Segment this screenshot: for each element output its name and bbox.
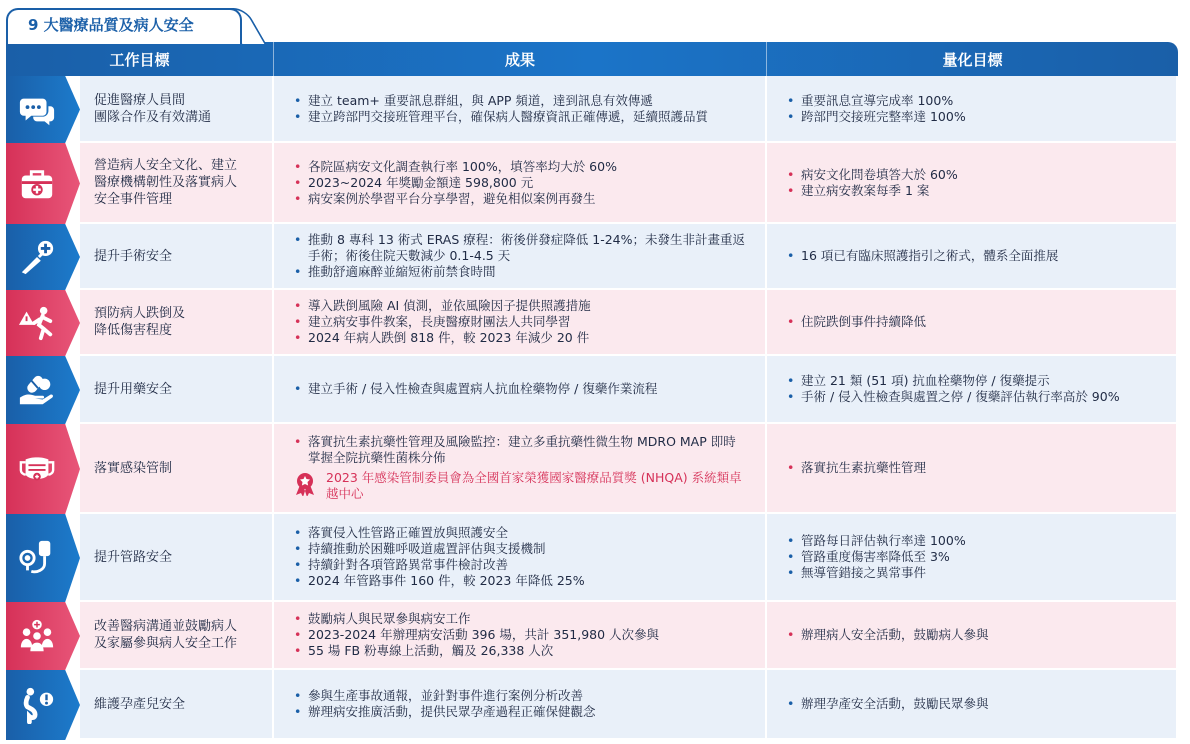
goal-cell — [80, 76, 274, 143]
row-icon-box — [6, 224, 80, 290]
row-icon-box — [6, 514, 80, 602]
target-cell — [767, 356, 1178, 424]
goal-cell — [80, 356, 274, 424]
goal-text: 維護孕產兒安全 — [94, 696, 186, 712]
table-row — [6, 424, 1178, 514]
result-item: • 持續推動於困難呼吸道處置評估與支援機制 — [294, 541, 747, 557]
target-item: • 跨部門交接班完整率達 100% — [787, 109, 1160, 125]
goal-cell — [80, 143, 274, 224]
result-cell — [274, 224, 767, 290]
target-cell — [767, 514, 1178, 602]
result-cell — [274, 424, 767, 514]
result-cell — [274, 290, 767, 356]
result-cell — [274, 356, 767, 424]
goal-cell — [80, 670, 274, 740]
result-cell — [274, 514, 767, 602]
award-text: 2023 年感染管制委員會為全國首家榮獲國家醫療品質獎 (NHQA) 系統類卓越中心 — [326, 470, 742, 501]
goal-text: 促進醫療人員間 — [94, 92, 186, 108]
result-item: • 參與生產事故通報，並針對事件進行案例分析改善 — [294, 688, 747, 704]
result-item: • 推動 8 專科 13 術式 ERAS 療程：術後併發症降低 1-24%；未發生非計畫重返手術；術後住院天數減少 0.1-4.5 天 — [294, 232, 747, 264]
row-icon-box — [6, 356, 80, 424]
header-goal: 工作目標 — [6, 42, 274, 76]
face-mask-icon — [18, 450, 56, 488]
fall-warning-icon — [18, 304, 56, 342]
result-item: • 2023~2024 年獎勵金額達 598,800 元 — [294, 175, 747, 191]
medication-hand-icon — [18, 371, 56, 409]
goal-cell — [80, 424, 274, 514]
target-item: • 無導管錯接之異常事件 — [787, 565, 1160, 581]
goal-text: 降低傷害程度 — [94, 323, 173, 338]
target-cell — [767, 670, 1178, 740]
target-cell — [767, 602, 1178, 670]
result-item: • 2024 年病人跌倒 818 件，較 2023 年減少 20 件 — [294, 330, 747, 346]
target-cell — [767, 424, 1178, 514]
target-item: • 建立病安教案每季 1 案 — [787, 183, 1160, 199]
target-item: • 16 項已有臨床照護指引之術式，體系全面推展 — [787, 248, 1160, 264]
goal-text: 預防病人跌倒及 — [94, 306, 186, 321]
result-cell — [274, 76, 767, 143]
row-icon-box — [6, 143, 80, 224]
table-row — [6, 143, 1178, 224]
result-item: • 55 場 FB 粉專線上活動，觸及 26,338 人次 — [294, 643, 747, 659]
target-cell — [767, 143, 1178, 224]
goal-text: 提升用藥安全 — [94, 381, 173, 397]
patient-family-icon — [18, 617, 56, 655]
stethoscope-iv-icon — [18, 539, 56, 577]
result-item: • 辦理病安推廣活動，提供民眾孕產過程正確保健觀念 — [294, 704, 747, 720]
goal-cell — [80, 290, 274, 356]
result-item: • 病安案例於學習平台分享學習，避免相似案例再發生 — [294, 191, 747, 207]
pregnant-woman-icon — [18, 686, 56, 724]
result-cell — [274, 670, 767, 740]
table-row — [6, 356, 1178, 424]
result-item: • 建立手術 / 侵入性檢查與處置病人抗血栓藥物停 / 復藥作業流程 — [294, 381, 747, 397]
target-cell — [767, 224, 1178, 290]
target-item: • 管路重度傷害率降低至 3% — [787, 549, 1160, 565]
medical-kit-icon — [18, 165, 56, 203]
result-item: • 落實侵入性管路正確置放與照護安全 — [294, 525, 747, 541]
target-cell — [767, 76, 1178, 143]
result-item: • 導入跌倒風險 AI 偵測，並依風險因子提供照護措施 — [294, 298, 747, 314]
table-row — [6, 224, 1178, 290]
result-item: • 鼓勵病人與民眾參與病安工作 — [294, 611, 747, 627]
award-note — [294, 470, 747, 502]
result-item: • 2023-2024 年辦理病安活動 396 場，共計 351,980 人次參與 — [294, 627, 747, 643]
result-item: • 各院區病安文化調查執行率 100%，填答率均大於 60% — [294, 159, 747, 175]
target-item: • 管路每日評估執行率達 100% — [787, 533, 1160, 549]
table-row — [6, 76, 1178, 143]
goal-text: 改善醫病溝通並鼓勵病人 — [94, 619, 238, 634]
award-ribbon-icon — [294, 472, 316, 496]
goal-text: 營造病人安全文化、建立 — [94, 158, 238, 173]
section-title: 9 大醫療品質及病人安全 — [28, 16, 194, 34]
goal-text: 醫療機構韌性及落實病人 — [94, 175, 238, 190]
target-item: • 辦理孕產安全活動，鼓勵民眾參與 — [787, 696, 1160, 712]
row-icon-box — [6, 76, 80, 143]
target-cell — [767, 290, 1178, 356]
goal-text: 提升手術安全 — [94, 248, 173, 264]
target-item: • 建立 21 類 (51 項) 抗血栓藥物停 / 復藥提示 — [787, 373, 1160, 389]
result-cell — [274, 143, 767, 224]
result-item: • 落實抗生素抗藥性管理及風險監控：建立多重抗藥性微生物 MDRO MAP 即時掌握全院抗藥性菌株分佈 — [294, 434, 747, 466]
table-row — [6, 290, 1178, 356]
target-item: • 落實抗生素抗藥性管理 — [787, 460, 1160, 476]
result-item: • 2024 年管路事件 160 件，較 2023 年降低 25% — [294, 573, 747, 589]
goal-text: 提升管路安全 — [94, 549, 173, 565]
goal-text: 安全事件管理 — [94, 192, 173, 207]
table-row — [6, 514, 1178, 602]
goal-text: 團隊合作及有效溝通 — [94, 109, 212, 125]
result-item: • 建立病安事件教案，長庚醫療財團法人共同學習 — [294, 314, 747, 330]
table-header — [6, 42, 1178, 76]
goal-text: 及家屬參與病人安全工作 — [94, 636, 238, 651]
result-item: • 建立 team+ 重要訊息群組，與 APP 頻道，達到訊息有效傳遞 — [294, 93, 747, 109]
goal-cell — [80, 514, 274, 602]
header-target: 量化目標 — [942, 50, 1003, 69]
result-item: • 建立跨部門交接班管理平台，確保病人醫療資訊正確傳遞，延續照護品質 — [294, 109, 747, 125]
target-item: • 住院跌倒事件持續降低 — [787, 314, 1160, 330]
goal-cell — [80, 602, 274, 670]
row-icon-box — [6, 424, 80, 514]
header-result: 成果 — [274, 42, 767, 76]
goal-cell — [80, 224, 274, 290]
chat-bubbles-icon — [18, 91, 56, 129]
result-cell — [274, 602, 767, 670]
target-item: • 病安文化問卷填答大於 60% — [787, 167, 1160, 183]
scalpel-icon — [18, 238, 56, 276]
goal-text: 落實感染管制 — [94, 460, 173, 476]
result-item: • 持續針對各項管路異常事件檢討改善 — [294, 557, 747, 573]
row-icon-box — [6, 290, 80, 356]
target-item: • 辦理病人安全活動，鼓勵病人參與 — [787, 627, 1160, 643]
row-icon-box — [6, 670, 80, 740]
table-row — [6, 670, 1178, 740]
row-icon-box — [6, 602, 80, 670]
table-row — [6, 602, 1178, 670]
target-item: • 手術 / 侵入性檢查與處置之停 / 復藥評估執行率高於 90% — [787, 389, 1160, 405]
target-item: • 重要訊息宣導完成率 100% — [787, 93, 1160, 109]
result-item: • 推動舒適麻醉並縮短術前禁食時間 — [294, 264, 747, 280]
